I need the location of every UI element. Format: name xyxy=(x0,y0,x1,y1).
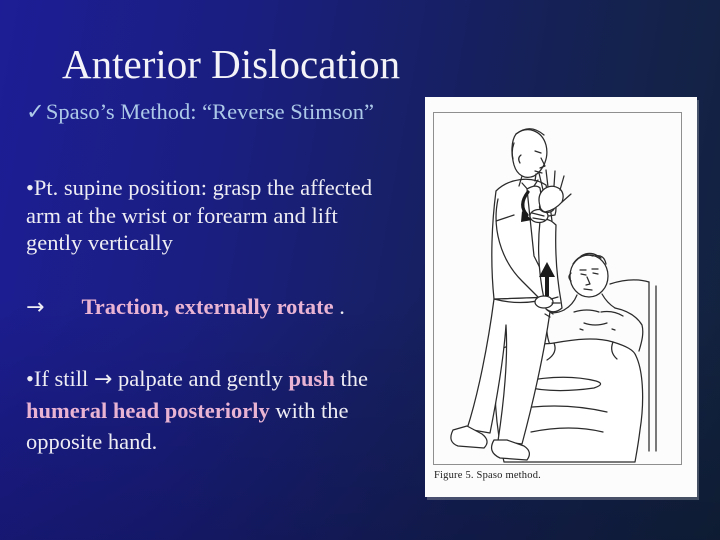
the-text: the xyxy=(334,366,368,391)
bullet-dot-icon: • xyxy=(26,175,34,200)
bullet-if-still xyxy=(26,363,368,457)
humeral-head-bold-text: humeral head posteriorly xyxy=(26,398,270,423)
push-bold-text: push xyxy=(288,366,335,391)
bullet-spaso-method xyxy=(26,99,374,125)
bullet-supine-line-3: gently vertically xyxy=(26,230,173,255)
bullet-if-still-line-3: opposite hand. xyxy=(26,429,158,454)
right-arrow-icon: → xyxy=(93,367,113,392)
with-the-text: with the xyxy=(269,398,349,423)
traction-arrow-line xyxy=(26,294,345,320)
bullet-dot-icon: • xyxy=(26,366,34,391)
bullet-spaso-method-text: Spaso’s Method: “Reverse Stimson” xyxy=(45,99,374,124)
bullet-supine-line-2: arm at the wrist or forearm and lift xyxy=(26,202,338,228)
checkmark-icon: ✓ xyxy=(26,99,45,124)
bullet-supine-line-1-text: Pt. supine position: grasp the affected xyxy=(33,175,373,200)
palpate-text: palpate and gently xyxy=(112,366,289,391)
bullet-if-still-line-1 xyxy=(26,363,368,395)
bullet-if-still-line-2 xyxy=(26,395,368,426)
spaso-method-illustration xyxy=(434,113,681,464)
slide-title: Anterior Dislocation xyxy=(62,41,401,87)
figure-caption: Figure 5. Spaso method. xyxy=(434,470,541,481)
if-still-text: If still xyxy=(33,366,94,391)
figure-panel xyxy=(425,97,697,497)
bullet-supine-line-1 xyxy=(26,174,372,202)
traction-tail-text: . xyxy=(333,294,345,319)
right-arrow-icon: → xyxy=(26,295,45,320)
figure-border xyxy=(433,112,682,465)
patient-open-hand xyxy=(539,170,571,212)
bullet-supine-position xyxy=(26,174,372,257)
traction-bold-text: Traction, externally rotate xyxy=(81,294,334,319)
